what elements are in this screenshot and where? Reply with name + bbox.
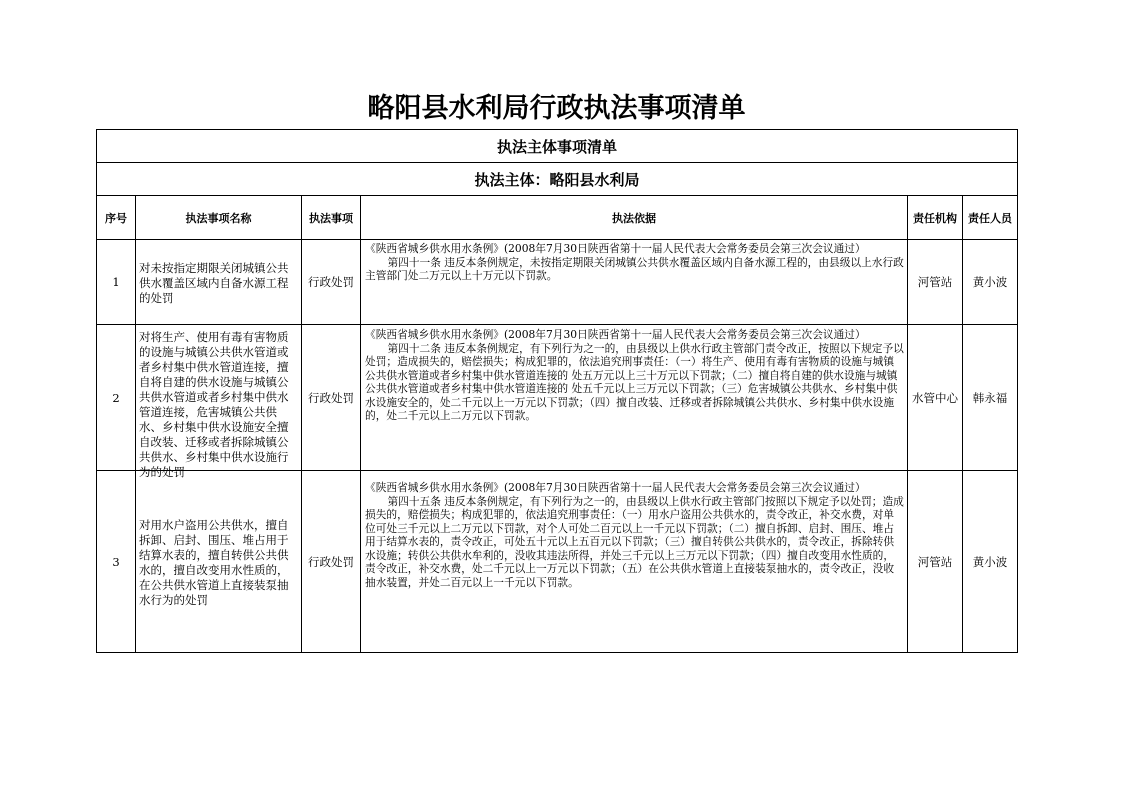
row-person: 韩永福 xyxy=(963,325,1018,471)
row-dept: 河管站 xyxy=(908,471,963,653)
basis-law: 《陕西省城乡供水用水条例》(2008年7月30日陕西省第十一届人民代表大会常务委员会第三次会议通过） xyxy=(365,481,866,494)
basis-article: 第四十五条 违反本条例规定，有下列行为之一的，由县级以上供水行政主管部门按照以下规定予以处罚；造成损失的，赔偿损失；构成犯罪的，依法追究刑事责任：（一）用水户盗用公共供水的，责令改正，补交水费，对单位可处三千元以上二万元以下罚款，对个人可处二百元以上一千元以下罚款；（二）擅自拆卸、启封、围压、堆占用于结算水表的，责令改正，可处五十元以上五百元以下罚款；（三）擅自转供公共供水的，责令改正，拆除转供水设施；转供公共供水牟利的，没收其违法所得，并处三千元以上三万元以下罚款；（四）擅自改变用水性质的，责令改正，补交水费，处二千元以上一万元以下罚款；（五）在公共供水管道上直接装泵抽水的，责令改正，没收抽水装置，并处二百元以上一千元以下罚款。 xyxy=(365,494,904,589)
col-header-item-type: 执法事项 xyxy=(302,196,361,240)
row-item-name xyxy=(136,325,302,479)
table-row xyxy=(97,240,1018,325)
row-index: 3 xyxy=(97,471,136,653)
row-person: 黄小波 xyxy=(963,471,1018,653)
row-dept: 水管中心 xyxy=(908,325,963,471)
row-basis xyxy=(361,325,908,471)
row-item-type: 行政处罚 xyxy=(302,471,361,653)
basis-article: 第四十二条 违反本条例规定，有下列行为之一的，由县级以上供水行政主管部门责令改正，按照以下规定予以处罚；造成损失的，赔偿损失；构成犯罪的，依法追究刑事责任：（一）将生产、使用有毒有害物质的设施与城镇公共供水管道或者乡村集中供水管道连接的 处五万元以上三十万元以下罚款；（二）擅自将自建的供水设施与城镇公共供水管道或者乡村集中供水管道连接的 处五千元以上三万元以下罚款；（三）危害城镇公共供水、乡村集中供水设施安全的，处二千元以上一万元以下罚款；（四）擅自改装、迁移或者拆除城镇公共供水、乡村集中供水设施的，处二千元以上二万元以下罚款。 xyxy=(365,341,904,422)
row-basis xyxy=(361,471,908,653)
col-header-person: 责任人员 xyxy=(963,196,1018,240)
header-row xyxy=(97,196,1018,240)
page-title: 略阳县水利局行政执法事项清单 xyxy=(367,93,746,124)
row-item-type: 行政处罚 xyxy=(302,240,361,325)
col-header-item-name: 执法事项名称 xyxy=(136,196,302,240)
row-dept: 河管站 xyxy=(908,240,963,325)
row-item-name: 对未按指定期限关闭城镇公共供水覆盖区域内自备水源工程的处罚 xyxy=(136,240,302,325)
enforcement-subject: 执法主体：略阳县水利局 xyxy=(97,163,1018,196)
row-index: 1 xyxy=(97,240,136,325)
basis-article: 第四十一条 违反本条例规定，未按指定期限关闭城镇公共供水覆盖区域内自备水源工程的，由县级以上水行政主管部门处二万元以上十万元以下罚款。 xyxy=(365,255,904,282)
enforcement-table xyxy=(96,129,1018,653)
table-row xyxy=(97,325,1018,471)
basis-law: 《陕西省城乡供水用水条例》(2008年7月30日陕西省第十一届人民代表大会常务委员会第三次会议通过） xyxy=(365,242,866,255)
row-item-name-text: 对将生产、使用有毒有害物质的设施与城镇公共供水管道或者乡村集中供水管道连接，擅自将自建的供水设施与城镇公共供水管道或者乡村集中供水管道连接，危害城镇公共供水、乡村集中供水设施安全擅自改装、迁移或者拆除城镇公共供水、乡村集中供水设施行为的处罚 xyxy=(139,330,289,479)
col-header-basis: 执法依据 xyxy=(361,196,908,240)
basis-law: 《陕西省城乡供水用水条例》(2008年7月30日陕西省第十一届人民代表大会常务委员会第三次会议通过） xyxy=(365,328,866,341)
col-header-dept: 责任机构 xyxy=(908,196,963,240)
row-person: 黄小波 xyxy=(963,240,1018,325)
row-item-type: 行政处罚 xyxy=(302,325,361,471)
col-header-index: 序号 xyxy=(97,196,136,240)
row-basis xyxy=(361,240,908,325)
row-index: 2 xyxy=(97,325,136,471)
table-row xyxy=(97,471,1018,653)
table-subtitle: 执法主体事项清单 xyxy=(97,130,1018,163)
row-item-name: 对用水户盗用公共供水，擅自拆卸、启封、围压、堆占用于结算水表的，擅自转供公共供水的，擅自改变用水性质的，在公共供水管道上直接装泵抽水行为的处罚 xyxy=(136,471,302,653)
